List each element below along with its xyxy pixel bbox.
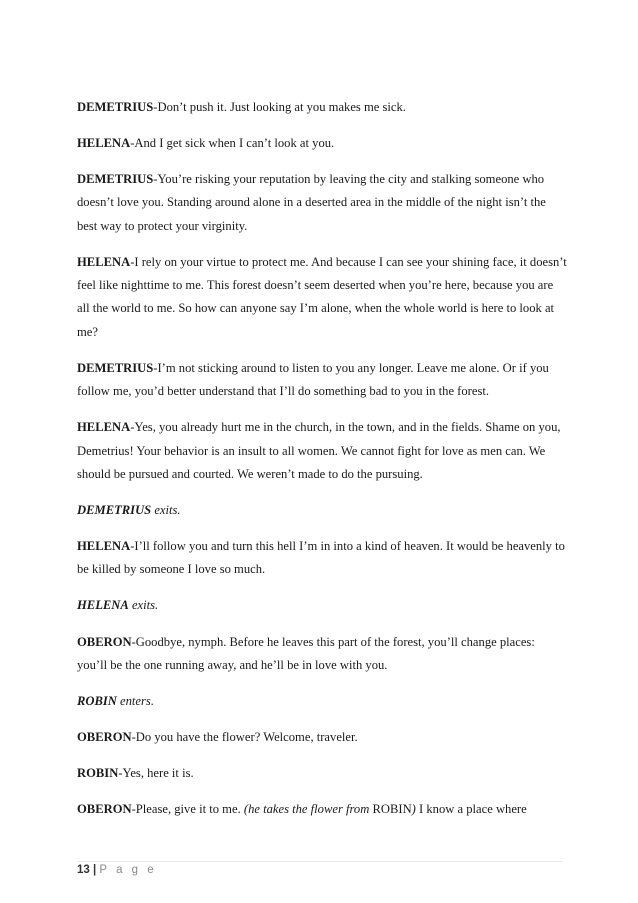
page-footer [77, 864, 157, 876]
stage-character-name: HELENA [77, 598, 129, 613]
speaker-name: HELENA [77, 254, 131, 269]
page-label: P a g e [99, 864, 157, 876]
dialogue-text: -I’m not sticking around to listen to you any longer. Leave me alone. Or if you follow me, you’d better understand that I’ll do something bad to you in the forest. [77, 360, 549, 399]
dialogue-text: -Please, give it to me. [131, 802, 244, 817]
stage-direction-text: exits. [151, 502, 181, 517]
speaker-name: OBERON [77, 730, 132, 744]
dialogue-line [77, 535, 567, 582]
dialogue-line [77, 416, 567, 486]
dialogue-line [77, 631, 567, 678]
dialogue-line [77, 357, 567, 404]
stage-direction-text: exits. [128, 598, 159, 613]
stage-character-name: DEMETRIUS [77, 502, 152, 517]
inline-stage-character: ROBIN [372, 802, 412, 817]
dialogue-text: -And I get sick when I can’t look at you. [130, 136, 335, 151]
speaker-name: OBERON [77, 634, 132, 649]
stage-direction-text: enters. [116, 693, 154, 708]
speaker-name: ROBIN [77, 766, 119, 781]
stage-direction [77, 594, 567, 617]
dialogue-line [77, 132, 567, 155]
speaker-name: OBERON [77, 802, 132, 817]
dialogue-text: -I’ll follow you and turn this hell I’m in into a kind of heaven. It would be heavenly to be killed by someone I love so much. [77, 539, 565, 577]
inline-stage-close: ) [411, 802, 416, 817]
dialogue-text: -Goodbye, nymph. Before he leaves this part of the forest, you’ll change places: you’ll be the one running away, and he’ll be in love with you. [77, 634, 535, 672]
page-number: 13 [77, 864, 90, 876]
speaker-name: HELENA [77, 420, 131, 435]
footer-divider [77, 861, 563, 862]
dialogue-line [77, 251, 567, 344]
speaker-name: DEMETRIUS [77, 172, 154, 187]
dialogue-line [77, 96, 567, 119]
dialogue-text: -Do you have the flower? Welcome, traveler. [131, 730, 358, 744]
stage-direction [77, 690, 567, 713]
stage-direction [77, 499, 567, 522]
dialogue-text: -You’re risking your reputation by leaving the city and stalking someone who doesn’t love you. Standing around alone in a deserted area in the middle of the night isn’t the best way to protect your virginity. [77, 172, 546, 233]
dialogue-text: -Yes, here it is. [118, 766, 194, 781]
dialogue-line [77, 762, 567, 785]
script-body [77, 96, 567, 834]
dialogue-line [77, 726, 567, 749]
dialogue-text-continued: I know a place where [415, 802, 527, 817]
speaker-name: HELENA [77, 539, 131, 554]
dialogue-line [77, 798, 567, 821]
stage-character-name: ROBIN [77, 693, 117, 708]
dialogue-text: -Yes, you already hurt me in the church, in the town, and in the fields. Shame on you, Demetrius! Your behavior is an insult to all women. We cannot fight for love as men can. We should be pursued and courted. We weren’t made to do the pursuing. [77, 420, 561, 481]
dialogue-line [77, 168, 567, 238]
dialogue-text: -Don’t push it. Just looking at you makes me sick. [153, 100, 406, 114]
inline-stage-direction: (he takes the flower from [243, 802, 373, 817]
speaker-name: HELENA [77, 136, 131, 151]
speaker-name: DEMETRIUS [77, 100, 154, 114]
footer-separator: | [89, 864, 100, 876]
dialogue-text: -I rely on your virtue to protect me. And because I can see your shining face, it doesn’t feel like nighttime to me. This forest doesn’t seem deserted when you’re here, because you are all the world to me. So how can anyone say I’m alone, when the whole world is here to look at me? [77, 254, 567, 339]
speaker-name: DEMETRIUS [77, 360, 154, 375]
